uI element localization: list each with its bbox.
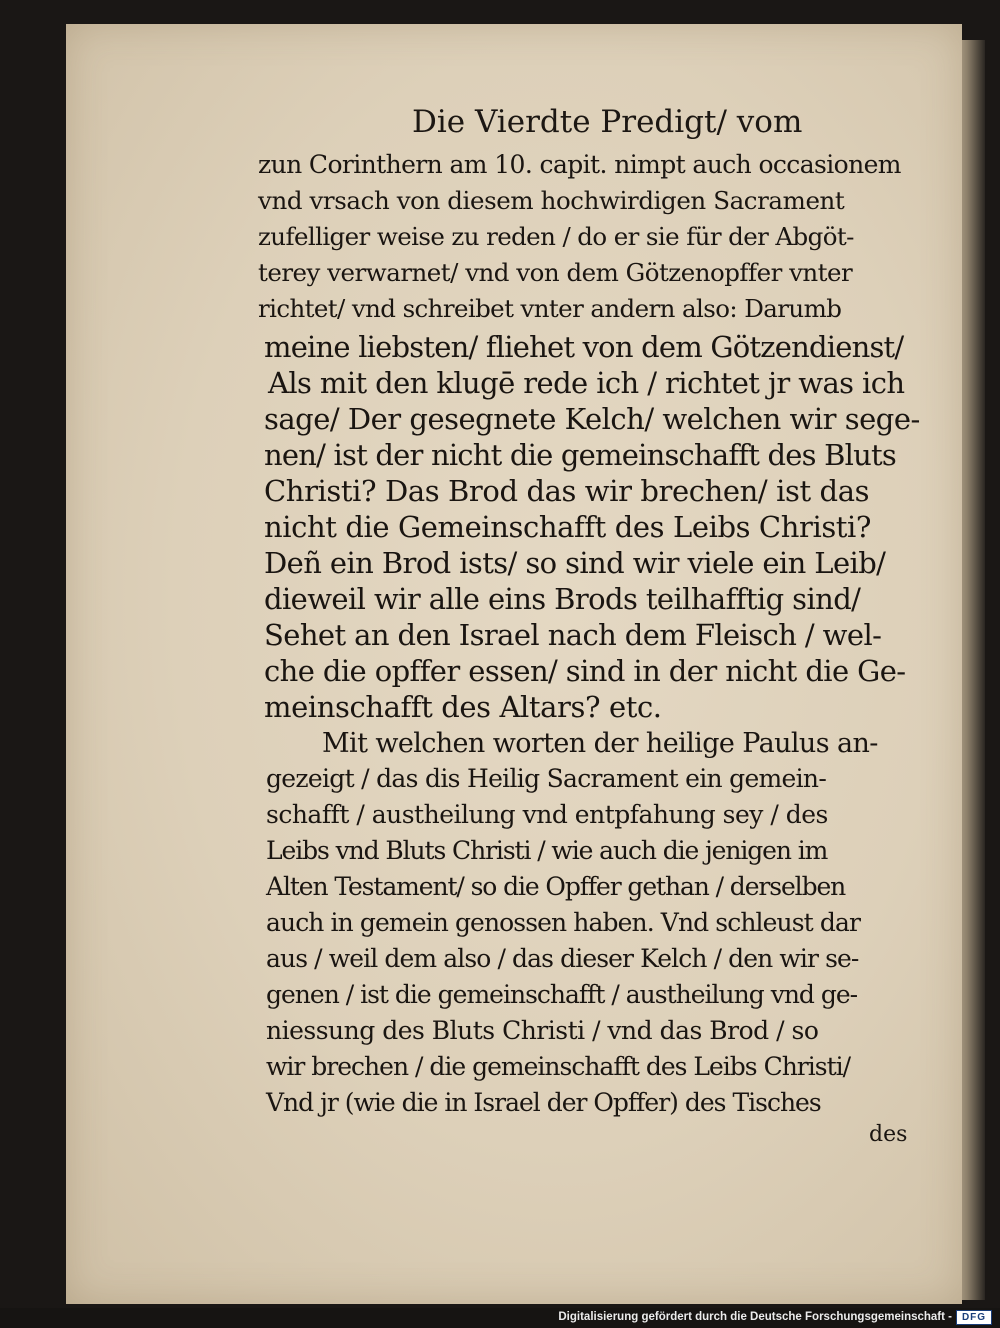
text-line: auch in gemein genossen haben. Vnd schleust dar xyxy=(266,908,861,937)
text-line: gezeigt / das dis Heilig Sacrament ein gemein- xyxy=(266,764,827,793)
text-line: zun Corinthern am 10. capit. nimpt auch occasionem xyxy=(258,150,901,179)
text-line: vnd vrsach von diesem hochwirdigen Sacrament xyxy=(258,186,845,215)
text-line: terey verwarnet/ vnd von dem Götzenopffer vnter xyxy=(258,258,853,287)
text-line: sage/ Der gesegnete Kelch/ welchen wir sege- xyxy=(264,402,920,436)
text-line: dieweil wir alle eins Brods teilhafftig sind/ xyxy=(264,582,861,616)
footer-credit: Digitalisierung gefördert durch die Deutsche Forschungsgemeinschaft - xyxy=(558,1311,952,1323)
text-line: che die opffer essen/ sind in der nicht die Ge- xyxy=(264,654,906,688)
text-line: Leibs vnd Bluts Christi / wie auch die jenigen im xyxy=(266,836,828,865)
text-line: Deñ ein Brod ists/ so sind wir viele ein Leib/ xyxy=(264,546,886,580)
text-line: Sehet an den Israel nach dem Fleisch / wel- xyxy=(264,618,882,652)
text-line: meinschafft des Altars? etc. xyxy=(264,690,662,724)
text-line: zufelliger weise zu reden / do er sie für der Abgöt- xyxy=(258,222,854,251)
text-line: schafft / austheilung vnd entpfahung sey / des xyxy=(266,800,828,829)
catchword: des xyxy=(869,1122,908,1147)
text-line: genen / ist die gemeinschafft / austheilung vnd ge- xyxy=(266,980,858,1009)
running-head: Die Vierdte Predigt/ vom xyxy=(412,104,803,140)
text-line: nicht die Gemeinschafft des Leibs Christi? xyxy=(264,510,872,544)
text-line: Alten Testament/ so die Opffer gethan / derselben xyxy=(266,872,846,901)
text-line: wir brechen / die gemeinschafft des Leibs Christi/ xyxy=(266,1052,851,1081)
text-line: Vnd jr (wie die in Israel der Opffer) des Tisches xyxy=(266,1088,821,1117)
text-line: Christi? Das Brod das wir brechen/ ist das xyxy=(264,474,870,508)
text-line: richtet/ vnd schreibet vnter andern also: Darumb xyxy=(258,294,842,323)
text-line: meine liebsten/ fliehet von dem Götzendienst/ xyxy=(264,330,904,364)
text-line: Mit welchen worten der heilige Paulus an- xyxy=(322,728,878,759)
text-line: nen/ ist der nicht die gemeinschafft des Bluts xyxy=(264,438,896,472)
dfg-logo-icon: DFG xyxy=(956,1310,992,1325)
text-line: niessung des Bluts Christi / vnd das Brod / so xyxy=(266,1016,819,1045)
text-line: Als mit den klugē rede ich / richtet jr was ich xyxy=(268,366,905,400)
text-line: aus / weil dem also / das dieser Kelch / den wir se- xyxy=(266,944,859,973)
